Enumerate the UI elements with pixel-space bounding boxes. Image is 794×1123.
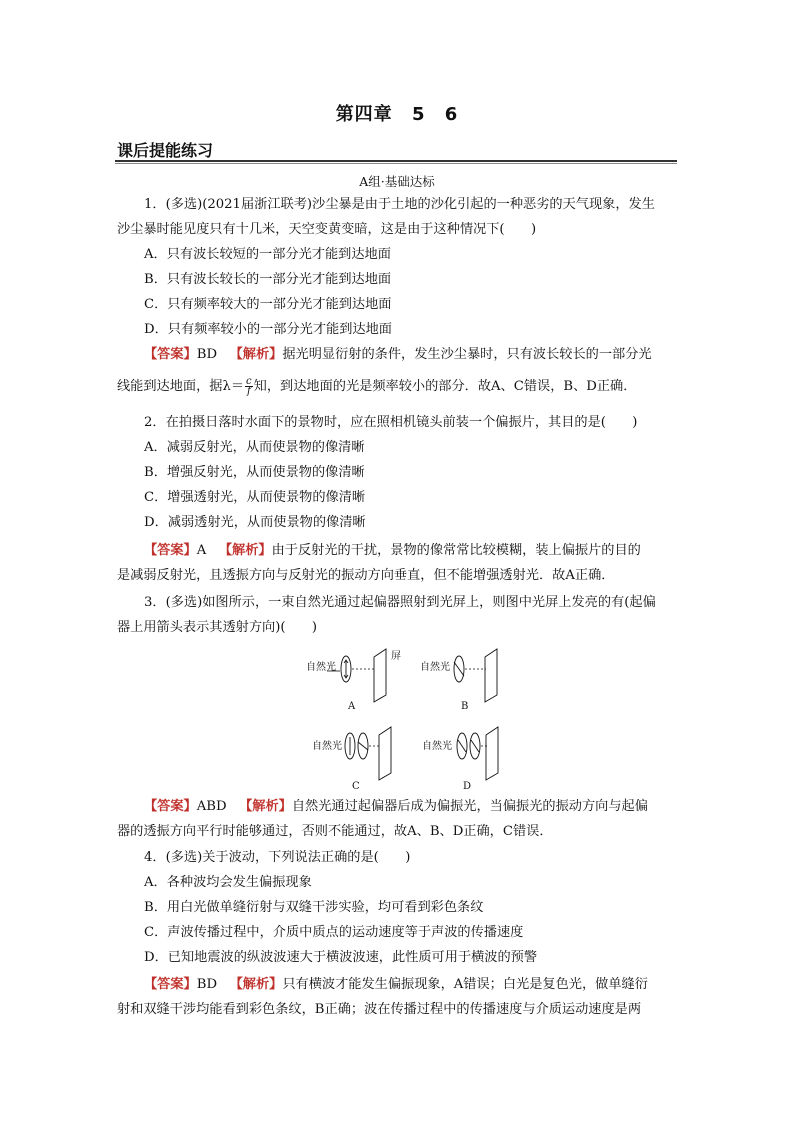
q1-answer: BD: [196, 347, 218, 362]
polarizer-figure: [300, 645, 500, 793]
group-title: A组·基础达标: [359, 174, 435, 189]
q1-stem-line1: 1．(多选)(2021届浙江联考)沙尘暴是由于土地的沙化引起的一种恶劣的天气现象，发生: [144, 197, 655, 212]
q4-option-b: B．用白光做单缝衍射与双缝干涉实验，均可看到彩色条纹: [144, 900, 484, 915]
chapter-heading: [0, 100, 794, 126]
screen-a: [374, 649, 386, 702]
screen-d: [486, 727, 498, 780]
answer-tag: 【答案】: [144, 799, 197, 814]
q4-answer-line: [144, 976, 648, 994]
panel-label-b: B: [461, 701, 469, 712]
q2-answer-line: [144, 542, 641, 560]
analysis-tag: 【解析】: [239, 799, 292, 814]
title-divider: [115, 160, 677, 164]
q2-answer: A: [196, 543, 207, 558]
panel-d: [422, 727, 498, 792]
section-number-6: 6: [444, 104, 459, 125]
panel-a: [306, 649, 401, 712]
panel-label-d: D: [463, 781, 472, 792]
q1-analysis-text-a: 线能到达地面，据λ＝: [117, 379, 245, 394]
q4-stem-line1: 4．(多选)关于波动，下列说法正确的是( ): [144, 850, 411, 865]
q3-answer: ABD: [196, 799, 227, 814]
panel-b: [420, 649, 497, 712]
fraction-denominator: f: [247, 386, 251, 397]
panel-label-a: A: [348, 701, 356, 712]
q1-analysis-line1: 据光明显衍射的条件，发生沙尘暴时，只有波长较长的一部分光: [282, 347, 652, 362]
q3-stem-line2: 器上用箭头表示其透射方向)( ): [117, 620, 318, 635]
screen-b: [485, 649, 497, 702]
analysis-tag: 【解析】: [229, 347, 283, 362]
q3-analysis-line1: 自然光通过起偏器后成为偏振光，当偏振光的振动方向与起偏: [291, 799, 648, 814]
q2-analysis-line2: 是减弱反射光，且透振方向与反射光的振动方向垂直，但不能增强透射光．故A正确．: [117, 568, 615, 583]
q4-option-c: C．声波传播过程中，介质中质点的运动速度等于声波的传播速度: [144, 925, 524, 940]
answer-tag: 【答案】: [144, 977, 197, 992]
q3-answer-line: [144, 798, 648, 816]
q4-answer: BD: [196, 977, 218, 992]
q1-option-c: C．只有频率较大的一部分光才能到达地面: [144, 297, 392, 312]
answer-tag: 【答案】: [144, 543, 197, 558]
analysis-tag: 【解析】: [229, 977, 283, 992]
q2-option-a: A．减弱反射光，从而使景物的像清晰: [144, 440, 365, 455]
q4-option-d: D．已知地震波的纵波波速大于横波波速，此性质可用于横波的预警: [144, 950, 538, 965]
q2-analysis-line1: 由于反射光的干扰，景物的像常常比较模糊，装上偏振片的目的: [271, 543, 641, 558]
answer-tag: 【答案】: [144, 347, 197, 362]
chapter-title: 第四章: [335, 104, 393, 125]
natural-light-label-c: 自然光: [312, 741, 342, 752]
section-title: 课后提能练习: [117, 141, 214, 160]
natural-light-label-a: 自然光: [306, 662, 336, 673]
q3-stem-line1: 3．(多选)如图所示，一束自然光通过起偏器照射到光屏上，则图中光屏上发亮的有(起偏: [144, 595, 656, 610]
lambda-fraction: [245, 377, 253, 396]
q1-option-d: D．只有频率较小的一部分光才能到达地面: [144, 322, 392, 337]
q2-option-b: B．增强反射光，从而使景物的像清晰: [144, 465, 365, 480]
q2-option-d: D．减弱透射光，从而使景物的像清晰: [144, 515, 366, 530]
q2-option-c: C．增强透射光，从而使景物的像清晰: [144, 490, 366, 505]
polarizer-axis-b: [454, 662, 464, 676]
q4-analysis-line1: 只有横波才能发生偏振现象，A错误；白光是复色光，做单缝衍: [282, 977, 648, 992]
q1-analysis-text-b: 知，到达地面的光是频率较小的部分．故A、C错误，B、D正确．: [253, 379, 637, 394]
analysis-tag: 【解析】: [218, 543, 272, 558]
fraction-numerator: c: [246, 376, 252, 387]
section-number-5: 5: [411, 104, 426, 125]
screen-c: [379, 727, 391, 780]
q2-stem-line1: 2．在拍摄日落时水面下的景物时，应在照相机镜头前装一个偏振片，其目的是( ): [144, 415, 638, 430]
panel-label-c: C: [352, 781, 360, 792]
screen-label: 屏: [391, 651, 401, 662]
q4-option-a: A．各种波均会发生偏振现象: [144, 875, 312, 890]
q1-analysis-line2: [117, 377, 636, 396]
q3-analysis-line2: 器的透振方向平行时能够通过，否则不能通过，故A、B、D正确，C错误．: [117, 824, 553, 839]
q1-option-b: B．只有波长较长的一部分光才能到达地面: [144, 272, 392, 287]
q1-option-a: A．只有波长较短的一部分光才能到达地面: [144, 247, 391, 262]
q1-answer-line: [144, 346, 652, 364]
panel-c: [312, 727, 391, 792]
natural-light-label-b: 自然光: [420, 662, 450, 673]
q1-stem-line2: 沙尘暴时能见度只有十几米，天空变黄变暗，这是由于这种情况下( ): [117, 222, 537, 237]
q4-analysis-line2: 射和双缝干涉均能看到彩色条纹，B正确；波在传播过程中的传播速度与介质运动速度是两: [117, 1002, 641, 1017]
natural-light-label-d: 自然光: [422, 741, 452, 752]
